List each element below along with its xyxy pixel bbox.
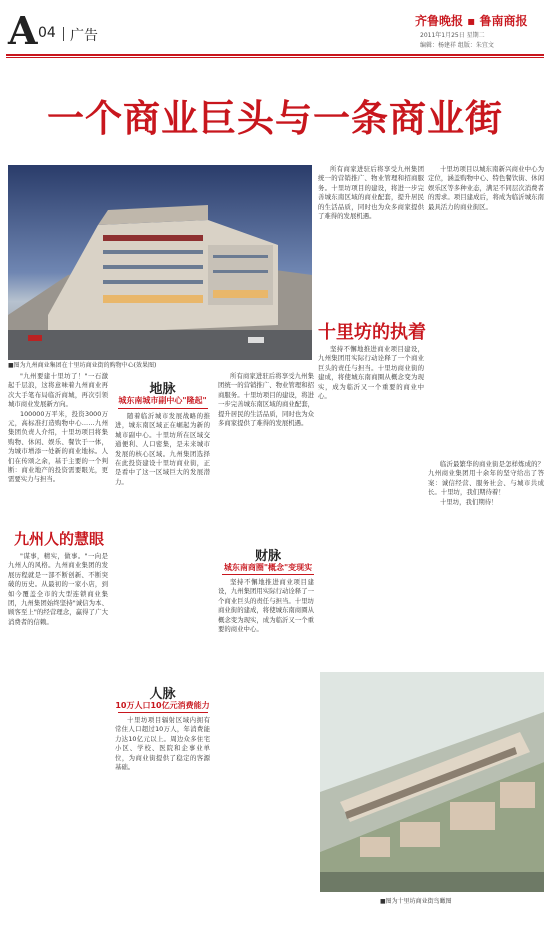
newspaper-brand: 齐鲁晚报 ▪ 鲁南商报 (415, 14, 528, 28)
side-headline: 十里坊的执着 (318, 322, 426, 343)
col4-upper-text (428, 165, 544, 455)
date-line: 2011年1月25日 星期二 (420, 32, 485, 39)
page-letter: A (8, 8, 38, 53)
mall-rendering-graphic (8, 165, 312, 360)
col1-paragraph-2: "谋事，精实，做事。"一向是九州人的风格。九州商业集团的发展历程就是一部不断创新、不断突破的历史。从最初的一家小店，到如今覆盖全市的大型连锁商业集团，九州集团始终坚持"诚信为本、顾客至上"的经营理念，赢得了广大消费者的信赖。 (8, 552, 108, 626)
page-number: 04 (38, 25, 56, 41)
col1-subhead: 九州人的慧眼 (14, 530, 105, 548)
col4-paragraph: 十里坊项目以城东南新兴商业中心为定位，涵盖购物中心、特色餐饮街、休闲娱乐区等多种业态，满足不同层次消费者的需求。项目建成后，将成为临沂城东南最具活力的商业街区。 (428, 165, 544, 211)
col3-lower-text (218, 578, 314, 778)
col2-paragraph: 随着临沂城市发展战略的推进，城东南区域正在崛起为新的城市副中心。十里坊所在区域交通便利、人口密集，是未来城市发展的核心区域。九州集团选择在此投资建设十里坊商业街，正是看中了这一区域巨大的发展潜力。 (115, 412, 210, 486)
col2-subhead-1-title: 城东南城市副中心"隆起" (118, 396, 207, 405)
col2-lower-text (115, 716, 210, 921)
col2-subhead-2-title: 10万人口10亿元消费能力 (115, 701, 210, 710)
col2-paragraph-2: 十里坊项目辐射区域内拥有常住人口超过10万人，年消费能力达10亿元以上。周边众多住宅小区、学校、医院和企事业单位，为商业街提供了稳定的客源基础。 (115, 716, 210, 772)
col3-paragraph-2: 坚持不懈地推进商业项目建设，九州集团用实际行动诠释了一个商业巨头的责任与担当。十里坊商业街的建成，将使城东南商圈从概念变为现实，成为临沂又一个重要的商业中心。 (318, 345, 424, 401)
section-label: 广告 (70, 28, 98, 44)
aerial-caption: ■图为十里坊商业街鸟瞰图 (380, 898, 452, 905)
col3-paragraph-3: 坚持不懈地推进商业项目建设，九州集团用实际行动诠释了一个商业巨头的责任与担当。十里坊商业街的建成，将使城东南商圈从概念变为现实，成为临沂又一个重要的商业中心。 (218, 578, 314, 634)
col2-subhead-2: 人脉 (149, 687, 176, 702)
col3-mid-text (318, 345, 424, 505)
col4-lower-text (428, 460, 544, 645)
header-rule-thin (6, 57, 544, 58)
main-headline: 一个商业巨头与一条商业街 (47, 97, 503, 140)
col1-text (8, 372, 108, 522)
aerial-view-graphic (320, 672, 544, 892)
header-rule (6, 54, 544, 56)
col1-paragraph: 100000万平米，投资3000万元，高标准打造购物中心……九州集团负责人介绍，十里坊项目将集购物、休闲、娱乐、餐饮于一体，为城市增添一处新的商业地标。人们在传颂之余，基于主要的一个判断：商业地产的投资需要眼光，更需要实力与担当。 (8, 409, 108, 484)
col2-subhead-1: 地脉 (149, 382, 176, 397)
photo-caption: ■图为九州商业集团在十里坊商业街的购物中心(效果图) (8, 362, 157, 369)
col4-paragraph-2: 临沂最繁华的商业街是怎样炼成的？九州商业集团用十余年的坚守给出了答案：诚信经营、服务社会、与城市共成长。十里坊，我们期待着！ (428, 460, 544, 497)
col2-rule-1 (118, 408, 208, 409)
col3-subhead-title: 城东南商圈"概念"变现实 (223, 563, 313, 572)
col3-upper-text (318, 165, 424, 305)
page-header (0, 0, 550, 54)
col2b-text (218, 372, 314, 540)
col3-paragraph: 所有商家进驻后将享受九州集团统一的营销推广、物业管理和招商服务。十里坊项目的建设，将进一步完善城东南区域的商业配套，提升居民的生活品质，同时也为众多商家提供了难得的发展机遇。 (318, 165, 424, 221)
editor-line: 编辑：杨建祥 组版：朱宜文 (420, 42, 494, 49)
col1-lower-text (8, 552, 108, 922)
aerial-view-image (320, 672, 544, 892)
header-divider (63, 27, 64, 41)
mall-rendering-image (8, 165, 312, 360)
col3-rule (222, 574, 314, 575)
col4-closing: 十里坊，我们期待！ (440, 497, 498, 506)
col2-rule-2 (118, 712, 208, 713)
col2b-paragraph: 所有商家进驻后将享受九州集团统一的营销推广、物业管理和招商服务。十里坊项目的建设，将进一步完善城东南区域的商业配套，提升居民的生活品质，同时也为众多商家提供了难得的发展机遇。 (218, 372, 314, 428)
col3-subhead: 财脉 (254, 549, 281, 564)
col1-intro: "九州要建十里坊了！"一石激起千层浪，这将意味着九州商业再次大手笔布局临沂商城，再次引领城市商业发展新方向。 (8, 372, 108, 409)
col2-upper-text (115, 412, 210, 677)
